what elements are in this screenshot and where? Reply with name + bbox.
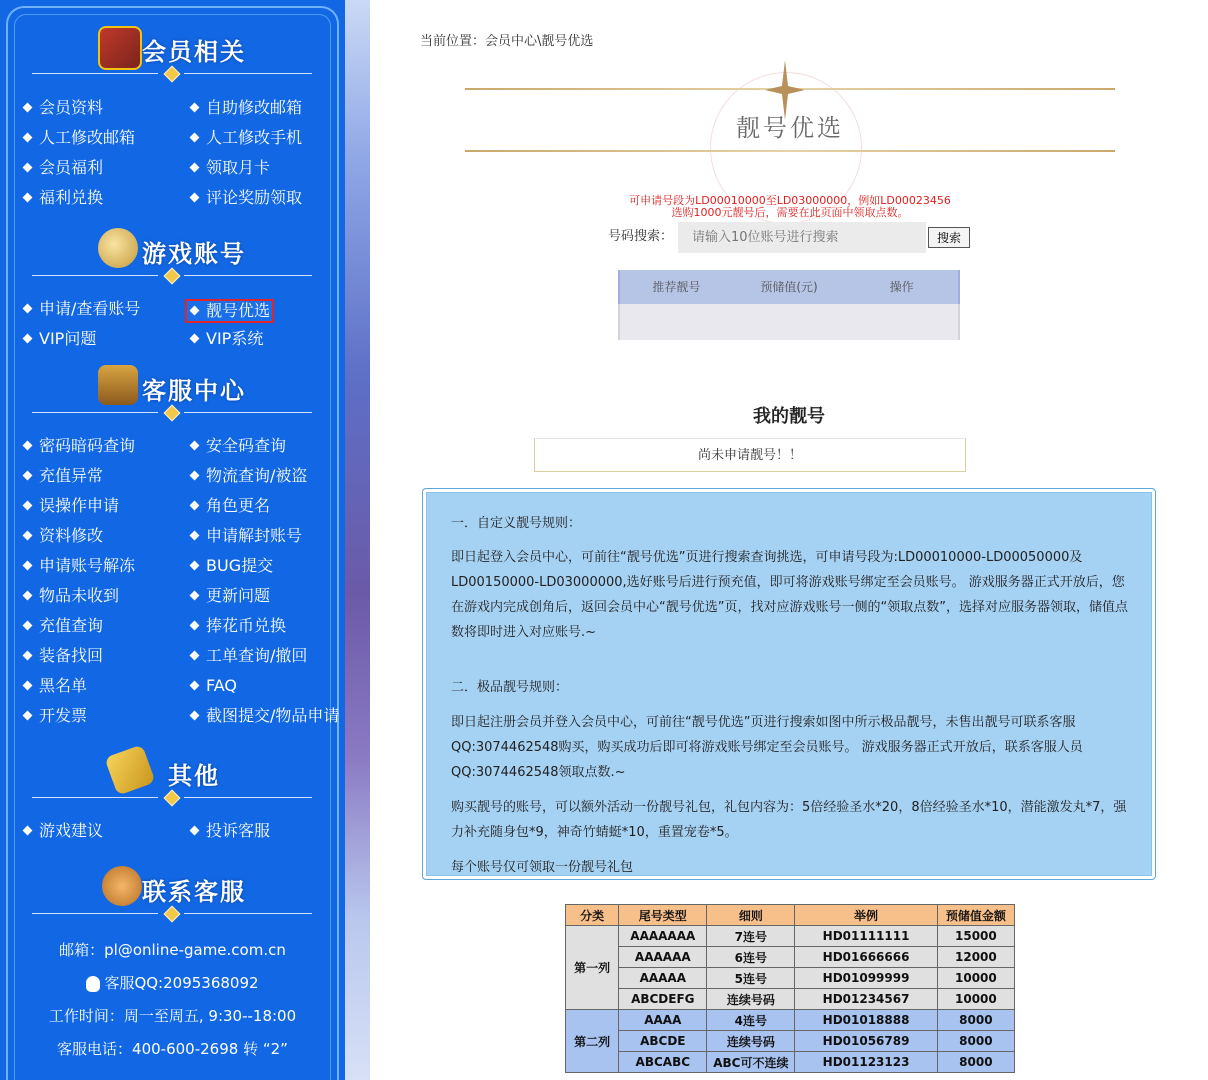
table-row	[566, 968, 1015, 989]
diamond-bullet-icon	[190, 591, 200, 601]
section-title-game: 游戏账号	[142, 239, 246, 268]
table-cell: 15000	[937, 926, 1014, 947]
sidebar-menu-item[interactable]	[189, 466, 307, 486]
table-cell: 8000	[937, 1052, 1014, 1073]
sidebar-menu-item[interactable]	[22, 299, 140, 319]
col-header: 预储值(元)	[760, 280, 818, 294]
sidebar-menu-label: 资料修改	[39, 526, 104, 545]
sidebar-menu-label: 角色更名	[206, 496, 271, 515]
table-cell: 5连号	[707, 968, 795, 989]
table-cell: ABCABC	[619, 1052, 707, 1073]
search-label: 号码搜索：	[608, 229, 674, 244]
sidebar-menu-item[interactable]	[185, 299, 274, 323]
sidebar-menu-item[interactable]	[22, 329, 96, 349]
sidebar-menu-label: 靓号优选	[206, 301, 271, 320]
col-header: 推荐靓号	[652, 280, 701, 294]
rules-text-2: 即日起注册会员并登入会员中心，可前往“靓号优选”页进行搜索如图中所示极品靓号，未售出靓号可联系客服QQ:3074462548购买，购买成功后即可将游戏账号绑定至会员账号。 游戏服务器正式开放后，联系客服人员QQ:3074462548领取点数.~	[451, 715, 1083, 780]
ornament-divider	[32, 407, 312, 419]
sidebar-menu-label: 物品未收到	[39, 586, 120, 605]
sidebar-menu-item[interactable]	[22, 821, 103, 841]
diamond-bullet-icon	[190, 501, 200, 511]
sidebar-menu-label: VIP系统	[206, 329, 264, 348]
notice-line-2: 选购1000元靓号后，需要在此页面中领取点数。	[671, 206, 909, 219]
sidebar-menu-item[interactable]	[189, 526, 302, 546]
table-cell: 8000	[937, 1031, 1014, 1052]
banner-bottom-line	[465, 150, 1115, 152]
rules-text-4: 每个账号仅可领取一份靓号礼包	[451, 860, 634, 875]
sidebar-menu-label: 误操作申请	[39, 496, 120, 515]
table-cell: ABCDEFG	[619, 989, 707, 1010]
diamond-bullet-icon	[23, 621, 33, 631]
diamond-bullet-icon	[190, 561, 200, 571]
diamond-bullet-icon	[190, 133, 200, 143]
sidebar-menu-item[interactable]	[22, 676, 87, 696]
contact-email: 邮箱：pl@online-game.com.cn	[59, 941, 286, 959]
ornament-divider	[32, 792, 312, 804]
ornament-divider	[32, 68, 312, 80]
section-header-member	[0, 26, 345, 78]
search-input[interactable]	[678, 222, 926, 253]
contact-phone: 客服电话：400-600-2698 转 “2”	[57, 1040, 288, 1058]
col-header: 尾号类型	[619, 905, 707, 926]
diamond-bullet-icon	[23, 681, 33, 691]
price-table-header	[566, 905, 1015, 926]
sidebar-menu-label: 开发票	[39, 706, 88, 725]
sidebar-menu-label: 会员资料	[39, 98, 104, 117]
diamond-bullet-icon	[190, 306, 200, 316]
sidebar-menu-label: 工单查询/撤回	[206, 646, 308, 665]
sidebar-menu-item[interactable]	[189, 436, 286, 456]
sidebar-menu-label: 截图提交/物品申请	[206, 706, 340, 725]
diamond-bullet-icon	[190, 163, 200, 173]
sidebar-menu-item[interactable]	[22, 616, 103, 636]
sidebar-menu-item[interactable]	[189, 158, 270, 178]
ticket-icon	[104, 744, 155, 795]
diamond-bullet-icon	[23, 531, 33, 541]
col-header: 举例	[795, 905, 937, 926]
section-title-other: 其他	[168, 761, 220, 790]
table-row	[566, 1010, 1015, 1031]
my-numbers-title: 我的靓号	[753, 406, 825, 427]
notice-line-1: 可申请号段为LD00010000至LD03000000，例如LD00023456	[629, 194, 951, 207]
section-title-contact: 联系客服	[142, 877, 246, 906]
diamond-bullet-icon	[23, 501, 33, 511]
sidebar-menu-item[interactable]	[189, 586, 270, 606]
table-cell: 4连号	[707, 1010, 795, 1031]
ornament-divider	[32, 270, 312, 282]
diamond-bullet-icon	[23, 591, 33, 601]
sidebar-menu-label: 密码暗码查询	[39, 436, 136, 455]
sidebar-menu-item[interactable]	[189, 329, 263, 349]
sidebar-menu-item[interactable]	[22, 646, 103, 666]
table-row	[566, 926, 1015, 947]
contact-hours: 工作时间：周一至周五, 9:30--18:00	[48, 1007, 297, 1025]
sidebar-menu-label: 申请解封账号	[206, 526, 303, 545]
table-cell: AAAAA	[619, 968, 707, 989]
table-cell: 连续号码	[707, 1031, 795, 1052]
diamond-bullet-icon	[23, 711, 33, 721]
table-cell: AAAAAAA	[619, 926, 707, 947]
decorative-art-strip	[345, 0, 370, 1080]
recommended-table-header	[618, 270, 960, 304]
sidebar-menu-item[interactable]	[22, 586, 119, 606]
sidebar-menu-label: FAQ	[206, 676, 237, 695]
price-table	[565, 904, 1015, 1073]
main-content	[370, 0, 1208, 1080]
section-header-game	[0, 228, 345, 280]
diamond-bullet-icon	[23, 163, 33, 173]
recommended-table-body	[618, 304, 960, 340]
table-cell: 连续号码	[707, 989, 795, 1010]
col-header: 预储值金额	[937, 905, 1014, 926]
diamond-bullet-icon	[190, 651, 200, 661]
sidebar-menu-item[interactable]	[189, 188, 302, 208]
col-header: 细则	[707, 905, 795, 926]
diamond-bullet-icon	[23, 561, 33, 571]
table-cell: HD01666666	[795, 947, 937, 968]
search-button[interactable]: 搜索	[928, 227, 970, 248]
sidebar-menu-item[interactable]	[22, 526, 103, 546]
diamond-bullet-icon	[23, 441, 33, 451]
group-cell: 第二列	[566, 1010, 619, 1073]
diamond-bullet-icon	[190, 441, 200, 451]
sidebar-menu-item[interactable]	[189, 616, 286, 636]
sidebar-menu-item[interactable]	[22, 706, 87, 726]
table-cell: 7连号	[707, 926, 795, 947]
sidebar-menu-label: 申请账号解冻	[39, 556, 136, 575]
ornament-divider	[32, 908, 312, 920]
sidebar-menu-label: 会员福利	[39, 158, 104, 177]
table-cell: HD01099999	[795, 968, 937, 989]
sidebar-menu-item[interactable]	[189, 98, 302, 118]
section-header-contact	[0, 866, 345, 918]
page-banner	[465, 60, 1115, 170]
diamond-bullet-icon	[190, 334, 200, 344]
sidebar-menu-label: 充值异常	[39, 466, 104, 485]
sidebar-menu-item[interactable]	[22, 158, 103, 178]
diamond-bullet-icon	[190, 103, 200, 113]
rules-panel	[422, 488, 1156, 880]
sidebar-menu-label: 更新问题	[206, 586, 271, 605]
diamond-bullet-icon	[23, 471, 33, 481]
table-cell: 10000	[937, 989, 1014, 1010]
diamond-bullet-icon	[190, 471, 200, 481]
sidebar-menu-label: 福利兑换	[39, 188, 104, 207]
sidebar-menu-item[interactable]	[189, 706, 339, 726]
table-row	[566, 947, 1015, 968]
diamond-bullet-icon	[23, 651, 33, 661]
sidebar-menu-item[interactable]	[189, 676, 237, 696]
sidebar-menu-label: 捧花币兑换	[206, 616, 287, 635]
diamond-bullet-icon	[23, 133, 33, 143]
sidebar-menu-label: 游戏建议	[39, 821, 104, 840]
sidebar-menu-label: 黑名单	[39, 676, 88, 695]
contact-qq: 客服QQ:2095368092	[104, 974, 259, 992]
table-cell: 10000	[937, 968, 1014, 989]
diamond-bullet-icon	[190, 531, 200, 541]
section-header-service	[0, 365, 345, 417]
table-cell: 8000	[937, 1010, 1014, 1031]
table-row	[566, 989, 1015, 1010]
sidebar-menu-item[interactable]	[22, 98, 103, 118]
rules-heading-2: 二．极品靓号规则：	[451, 680, 569, 695]
penguin-icon	[86, 976, 100, 992]
sidebar-menu-label: VIP问题	[39, 329, 97, 348]
sidebar-menu-item[interactable]	[22, 466, 103, 486]
sidebar-menu-label: 申请/查看账号	[39, 299, 141, 318]
diamond-bullet-icon	[23, 334, 33, 344]
table-cell: HD01018888	[795, 1010, 937, 1031]
table-cell: 12000	[937, 947, 1014, 968]
book-icon	[98, 26, 142, 70]
rules-heading-1: 一．自定义靓号规则：	[451, 516, 582, 531]
bird-icon	[98, 228, 138, 268]
col-header: 分类	[566, 905, 619, 926]
section-title-member: 会员相关	[142, 37, 246, 66]
table-cell: HD01111111	[795, 926, 937, 947]
sidebar-menu-item[interactable]	[189, 556, 273, 576]
diamond-bullet-icon	[23, 826, 33, 836]
sidebar-menu-item[interactable]	[189, 821, 270, 841]
section-header-other	[0, 750, 345, 802]
my-numbers-empty: 尚未申请靓号！！	[534, 438, 966, 472]
diamond-bullet-icon	[190, 193, 200, 203]
table-cell: ABC可不连续	[707, 1052, 795, 1073]
recommended-table	[618, 270, 960, 340]
diamond-bullet-icon	[190, 826, 200, 836]
diamond-bullet-icon	[23, 193, 33, 203]
sidebar-menu-item[interactable]	[189, 646, 307, 666]
sidebar-menu-item[interactable]	[22, 128, 135, 148]
section-title-service: 客服中心	[142, 376, 246, 405]
sidebar-menu-label: BUG提交	[206, 556, 274, 575]
table-cell: HD01056789	[795, 1031, 937, 1052]
sidebar-menu-item[interactable]	[189, 128, 302, 148]
sidebar-menu-label: 人工修改邮箱	[39, 128, 136, 147]
sidebar-menu-label: 评论奖励领取	[206, 188, 303, 207]
sidebar-menu-item[interactable]	[22, 496, 119, 516]
col-header: 操作	[889, 280, 914, 294]
page-title: 靓号优选	[736, 114, 844, 142]
table-row	[566, 1052, 1015, 1073]
breadcrumb: 当前位置：会员中心\靓号优选	[420, 34, 594, 49]
table-row	[566, 1031, 1015, 1052]
sidebar-menu-item[interactable]	[22, 188, 103, 208]
sidebar-menu-label: 充值查询	[39, 616, 104, 635]
rules-text-1: 即日起登入会员中心，可前往“靓号优选”页进行搜索查询挑选，可申请号段为:LD00010000-LD00050000及LD00150000-LD03000000,选好账号后进行预充值，即可将游戏账号绑定至会员账号。 游戏服务器正式开放后，您在游戏内完成创角后，返回会员中心“靓号优选”页，找对应游戏账号一侧的“领取点数”，选择对应服务器领取，储值点数将即时进入对应账号.~	[451, 550, 1128, 640]
sidebar-menu-label: 自助修改邮箱	[206, 98, 303, 117]
sidebar-menu-item[interactable]	[22, 556, 135, 576]
sidebar-menu-label: 投诉客服	[206, 821, 271, 840]
rules-text-3: 购买靓号的账号，可以额外活动一份靓号礼包，礼包内容为：5倍经验圣水*20，8倍经验圣水*10，潜能激发丸*7，强力补充随身包*9，神奇竹蜻蜓*10，重置宠卷*5。	[451, 800, 1127, 840]
sidebar-menu-item[interactable]	[189, 496, 270, 516]
sidebar-menu-label: 领取月卡	[206, 158, 271, 177]
table-cell: AAAA	[619, 1010, 707, 1031]
monkey-icon	[102, 866, 142, 906]
table-cell: ABCDE	[619, 1031, 707, 1052]
diamond-bullet-icon	[190, 621, 200, 631]
diamond-bullet-icon	[190, 711, 200, 721]
sidebar-menu-label: 人工修改手机	[206, 128, 303, 147]
table-cell: HD01234567	[795, 989, 937, 1010]
diamond-bullet-icon	[190, 681, 200, 691]
sidebar	[0, 0, 345, 1080]
sidebar-menu-item[interactable]	[22, 436, 135, 456]
notice-text	[610, 195, 970, 219]
sidebar-menu-label: 装备找回	[39, 646, 104, 665]
treasure-chest-icon	[98, 365, 138, 405]
contact-qq-row	[0, 972, 345, 993]
table-cell: 6连号	[707, 947, 795, 968]
table-cell: HD01123123	[795, 1052, 937, 1073]
diamond-bullet-icon	[23, 304, 33, 314]
group-cell: 第一列	[566, 926, 619, 1010]
sidebar-menu-label: 物流查询/被盗	[206, 466, 308, 485]
sidebar-menu-label: 安全码查询	[206, 436, 287, 455]
table-cell: AAAAAA	[619, 947, 707, 968]
diamond-bullet-icon	[23, 103, 33, 113]
